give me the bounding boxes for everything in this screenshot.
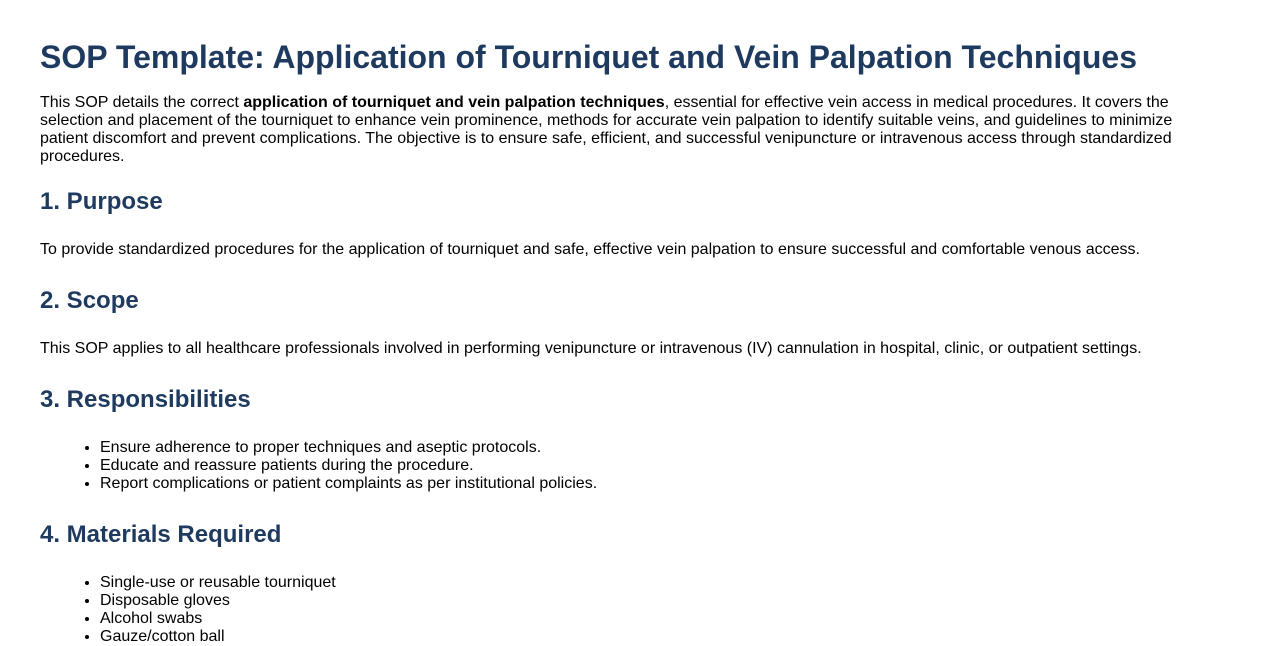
list-item: • Educate and reassure patients during the procedure. bbox=[100, 457, 1223, 475]
list-item: • Gauze/cotton ball bbox=[100, 628, 1223, 646]
intro-paragraph bbox=[40, 94, 1180, 166]
intro-bold-text: application of tourniquet and vein palpation techniques bbox=[243, 94, 665, 111]
intro-text-end: , essential for effective vein access in medical procedures. It covers the selection and placement of the tourniquet to enhance vein prominence, methods for accurate vein palpation to identify suitable veins, and guidelines to minimize patient discomfort and prevent complications. The objective is to ensure safe, efficient, and successful venipuncture or intravenous access through standardized procedures. bbox=[40, 94, 1173, 165]
list-item: • Disposable gloves bbox=[100, 592, 1223, 610]
responsibilities-list bbox=[40, 439, 1223, 493]
list-item: • Ensure adherence to proper techniques and aseptic protocols. bbox=[100, 439, 1223, 457]
list-item: • Alcohol swabs bbox=[100, 610, 1223, 628]
materials-list bbox=[40, 574, 1223, 646]
responsibilities-heading: 3. Responsibilities bbox=[40, 386, 251, 413]
list-item: • Single-use or reusable tourniquet bbox=[100, 574, 1223, 592]
intro-text-start: This SOP details the correct bbox=[40, 94, 244, 111]
purpose-text: To provide standardized procedures for the application of tourniquet and safe, effective vein palpation to ensure successful and comfortable venous access. bbox=[40, 241, 1140, 258]
scope-text: This SOP applies to all healthcare professionals involved in performing venipuncture or intravenous (IV) cannulation in hospital, clinic, or outpatient settings. bbox=[40, 340, 1142, 357]
materials-heading: 4. Materials Required bbox=[40, 521, 282, 548]
purpose-heading: 1. Purpose bbox=[40, 188, 163, 215]
page-title: SOP Template: Application of Tourniquet and Vein Palpation Techniques bbox=[40, 39, 1137, 75]
list-item: • Report complications or patient complaints as per institutional policies. bbox=[100, 475, 1223, 493]
scope-heading: 2. Scope bbox=[40, 287, 139, 314]
